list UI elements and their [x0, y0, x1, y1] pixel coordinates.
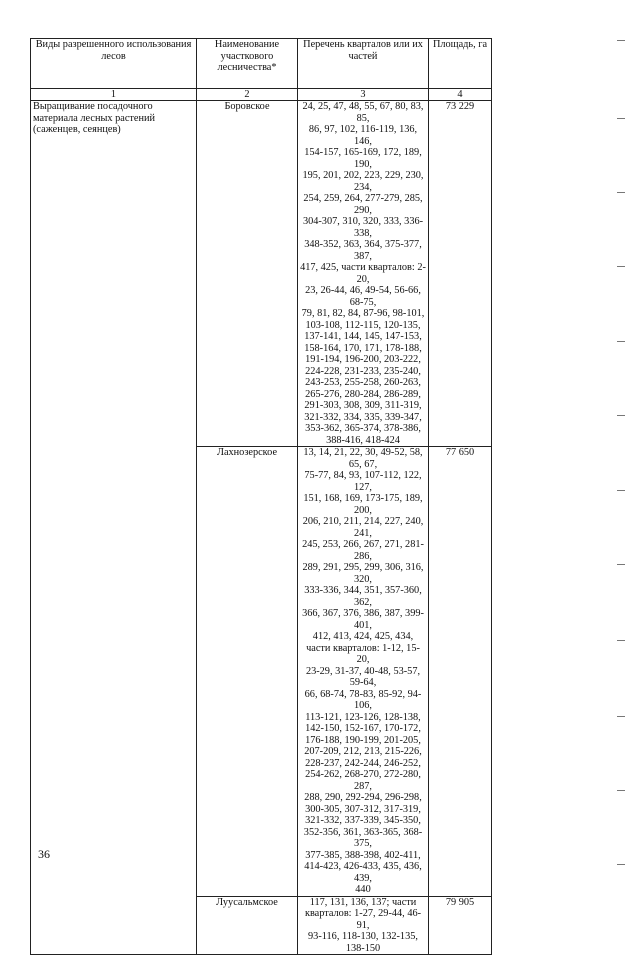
use-type-cell: Выращивание посадочного материала лесных растений (саженцев, сеянцев): [31, 101, 197, 955]
table-row: [31, 101, 492, 447]
quarters-list: 117, 131, 136, 137; части кварталов: 1-27, 29-44, 46-91, 93-116, 118-130, 132-135, 138-150: [298, 896, 429, 955]
scan-edge-mark: [617, 864, 625, 865]
column-number: 3: [298, 89, 429, 101]
header-area: Площадь, га: [429, 39, 492, 89]
area-value: 73 229: [429, 101, 492, 447]
scan-edge-mark: [617, 790, 625, 791]
scan-edge-mark: [617, 716, 625, 717]
forest-use-table: [30, 38, 492, 955]
area-value: 79 905: [429, 896, 492, 955]
quarters-list: 24, 25, 47, 48, 55, 67, 80, 83, 85, 86, 97, 102, 116-119, 136, 146, 154-157, 165-169, 172, 189, 190, 195, 201, 202, 223, 229, 230, 234, 254, 259, 264, 277-279, 285, 290, 304-307, 310, 320, 333, 336-338, 348-352, 363, 364, 375-377, 387, 417, 425, части кварталов: 2-20, 23, 26-44, 46, 49-54, 56-66, 68-75, 79, 81, 82, 84, 87-96, 98-101, 103-108, 112-115, 120-135, 137-141, 144, 145, 147-153, 158-164, 170, 171, 178-188, 191-194, 196-200, 203-222, 224-228, 231-233, 235-240, 243-253, 255-258, 260-263, 265-276, 280-284, 286-289, 291-303, 308, 309, 311-319, 321-332, 334, 335, 339-347, 353-362, 365-374, 378-386, 388-416, 418-424: [298, 101, 429, 447]
quarters-list: 13, 14, 21, 22, 30, 49-52, 58, 65, 67, 75-77, 84, 93, 107-112, 122, 127, 151, 168, 169, 173-175, 189, 200, 206, 210, 211, 214, 227, 240, 241, 245, 253, 266, 267, 271, 281-286, 289, 291, 295, 299, 306, 316, 320, 333-336, 344, 351, 357-360, 362, 366, 367, 376, 386, 387, 399-401, 412, 413, 424, 425, 434, части кварталов: 1-12, 15-20, 23-29, 31-37, 40-48, 53-57, 59-64, 66, 68-74, 78-83, 85-92, 94-106, 113-121, 123-126, 128-138, 142-150, 152-167, 170-172, 176-188, 190-199, 201-205, 207-209, 212, 213, 215-226, 228-237, 242-244, 246-252, 254-262, 268-270, 272-280, 287, 288, 290, 292-294, 296-298, 300-305, 307-312, 317-319, 321-332, 337-339, 345-350, 352-356, 361, 363-365, 368-375, 377-385, 388-398, 402-411, 414-423, 426-433, 435, 436, 439, 440: [298, 447, 429, 897]
forestry-name: Лахнозерское: [197, 447, 298, 897]
scan-edge-mark: [617, 341, 625, 342]
table-header-row: [31, 39, 492, 89]
header-forestry: Наименование участкового лесничества*: [197, 39, 298, 89]
column-number-row: [31, 89, 492, 101]
column-number: 1: [31, 89, 197, 101]
scan-edge-mark: [617, 266, 625, 267]
area-value: 77 650: [429, 447, 492, 897]
scan-edge-mark: [617, 564, 625, 565]
scan-edge-mark: [617, 192, 625, 193]
column-number: 4: [429, 89, 492, 101]
scan-edge-mark: [617, 490, 625, 491]
scan-edge-mark: [617, 415, 625, 416]
forestry-name: Луусальмское: [197, 896, 298, 955]
scan-edge-mark: [617, 640, 625, 641]
header-quarters: Перечень кварталов или их частей: [298, 39, 429, 89]
scan-edge-mark: [617, 118, 625, 119]
forestry-name: Боровское: [197, 101, 298, 447]
scan-edge-mark: [617, 40, 625, 41]
page-number: 36: [38, 847, 50, 861]
column-number: 2: [197, 89, 298, 101]
header-use-type: Виды разрешенного использования лесов: [31, 39, 197, 89]
